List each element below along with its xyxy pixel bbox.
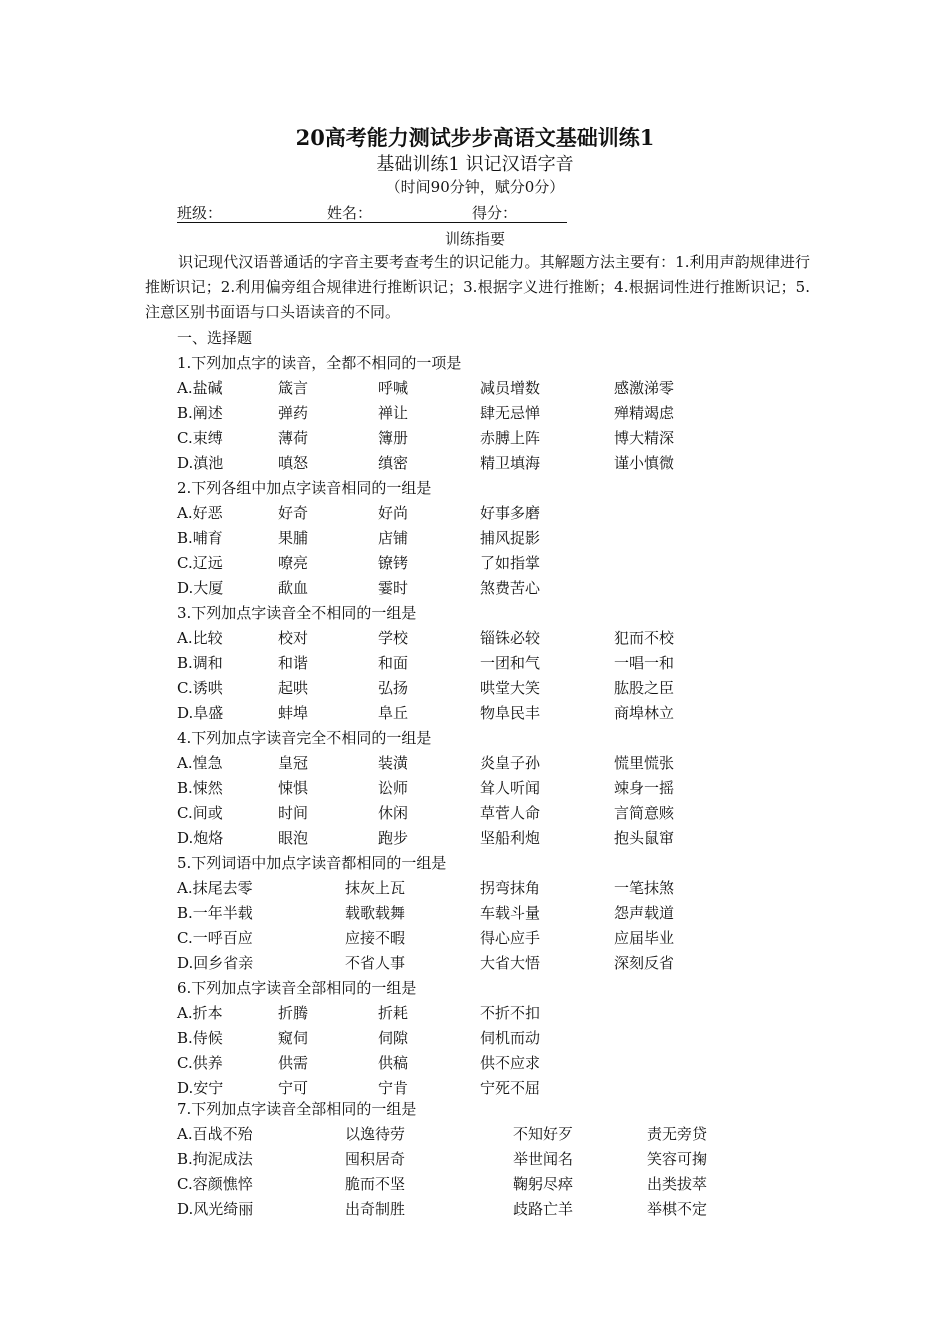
option-label-word: A.抹尾去零 [177,879,253,897]
option-word: 供稿 [378,1054,409,1072]
option-word: 歃血 [278,579,309,597]
option-word: 哄堂大笑 [480,679,541,697]
option-word: 伺隙 [378,1029,409,1047]
option-word: 好事多磨 [480,504,541,522]
option-word: 镣铐 [378,554,409,572]
section-heading: 一、选择题 [177,329,253,347]
option-word: 大省大悟 [480,954,541,972]
question-stem: 5.下列词语中加点字读音都相同的一组是 [177,854,447,872]
option-word: 伺机而动 [480,1029,541,1047]
option-word: 言简意赅 [614,804,675,822]
option-word: 一团和气 [480,654,541,672]
option-word: 慌里慌张 [614,754,675,772]
option-word: 笑容可掬 [647,1150,708,1168]
option-word: 宁死不屈 [480,1079,541,1097]
option-word: 举世闻名 [513,1150,574,1168]
option-word: 抱头鼠窜 [614,829,675,847]
student-info-line [177,202,567,223]
option-label-word: B.哺育 [177,529,223,547]
option-word: 载歌载舞 [345,904,406,922]
option-word: 不知好歹 [513,1125,574,1143]
option-word: 供不应求 [480,1054,541,1072]
document-subtitle: 基础训练1 识记汉语字音 [376,154,574,175]
option-word: 和谐 [278,654,309,672]
option-word: 出奇制胜 [345,1200,406,1218]
option-word: 窥伺 [278,1029,309,1047]
option-word: 出类拔萃 [647,1175,708,1193]
option-word: 折腾 [278,1004,309,1022]
option-label-word: A.折本 [177,1004,223,1022]
option-word: 深刻反省 [614,954,675,972]
question-stem: 7.下列加点字读音全部相同的一组是 [177,1100,417,1118]
option-label-word: A.盐碱 [177,379,223,397]
option-word: 减员增数 [480,379,541,397]
option-word: 殚精竭虑 [614,404,675,422]
option-word: 蚌埠 [278,704,309,722]
option-label-word: A.比较 [177,629,223,647]
option-word: 宁肯 [378,1079,409,1097]
option-label-word: A.惶急 [177,754,223,772]
option-word: 抹灰上瓦 [345,879,406,897]
option-word: 跑步 [378,829,409,847]
option-label-word: B.拘泥成法 [177,1150,253,1168]
name-label: 姓名： [327,204,373,222]
option-word: 不折不扣 [480,1004,541,1022]
option-word: 学校 [378,629,409,647]
option-label-word: A.好恶 [177,504,223,522]
question-stem: 1.下列加点字的读音，全都不相同的一项是 [177,354,462,372]
option-word: 眼泡 [278,829,309,847]
option-word: 以逸待劳 [345,1125,406,1143]
option-word: 时间 [278,804,309,822]
option-word: 耸人听闻 [480,779,541,797]
option-word: 果脯 [278,529,309,547]
option-label-word: D.炮烙 [177,829,224,847]
option-word: 举棋不定 [647,1200,708,1218]
option-label-word: B.一年半载 [177,904,253,922]
option-label-word: B.调和 [177,654,223,672]
option-label-word: C.诱哄 [177,679,223,697]
option-word: 博大精深 [614,429,675,447]
option-word: 簿册 [378,429,409,447]
option-word: 店铺 [378,529,409,547]
option-word: 呼喊 [378,379,409,397]
option-word: 感激涕零 [614,379,675,397]
option-label-word: D.滇池 [177,454,224,472]
option-word: 起哄 [278,679,309,697]
option-word: 一唱一和 [614,654,675,672]
option-label-word: C.供养 [177,1054,223,1072]
option-label-word: C.束缚 [177,429,223,447]
option-word: 物阜民丰 [480,704,541,722]
option-word: 赤膊上阵 [480,429,541,447]
option-label-word: D.风光绮丽 [177,1200,254,1218]
option-word: 锱铢必较 [480,629,541,647]
question-stem: 6.下列加点字读音全部相同的一组是 [177,979,417,997]
option-word: 责无旁贷 [647,1125,708,1143]
option-word: 谨小慎微 [614,454,675,472]
option-word: 讼师 [378,779,409,797]
option-label-word: C.容颜憔悴 [177,1175,253,1193]
option-word: 车载斗量 [480,904,541,922]
option-word: 好尚 [378,504,409,522]
option-word: 嗔怒 [278,454,309,472]
option-word: 坚船利炮 [480,829,541,847]
option-label-word: D.安宁 [177,1079,224,1097]
option-label-word: A.百战不殆 [177,1125,253,1143]
question-stem: 3.下列加点字读音全不相同的一组是 [177,604,417,622]
option-word: 折耗 [378,1004,409,1022]
option-label-word: B.悚然 [177,779,223,797]
class-label: 班级： [177,204,223,222]
option-word: 供需 [278,1054,309,1072]
option-word: 应届毕业 [614,929,675,947]
option-word: 精卫填海 [480,454,541,472]
option-word: 和面 [378,654,409,672]
option-label-word: D.大厦 [177,579,224,597]
time-note: （时间90分钟，赋分0分） [385,178,565,196]
option-label-word: B.阐述 [177,404,223,422]
option-word: 肱股之臣 [614,679,675,697]
option-word: 嘹亮 [278,554,309,572]
option-word: 阜丘 [378,704,409,722]
option-word: 竦身一摇 [614,779,675,797]
option-word: 应接不暇 [345,929,406,947]
option-word: 霎时 [378,579,409,597]
guide-heading: 训练指要 [444,230,505,248]
option-word: 犯而不校 [614,629,675,647]
score-label: 得分： [472,204,518,222]
option-label-word: D.阜盛 [177,704,224,722]
option-word: 得心应手 [480,929,541,947]
option-word: 鞠躬尽瘁 [513,1175,574,1193]
option-word: 皇冠 [278,754,309,772]
option-label-word: B.侍候 [177,1029,223,1047]
option-word: 弹药 [278,404,309,422]
option-label-word: C.间或 [177,804,223,822]
option-word: 校对 [278,629,309,647]
option-word: 宁可 [278,1079,309,1097]
option-word: 歧路亡羊 [513,1200,574,1218]
option-word: 捕风捉影 [480,529,541,547]
option-word: 悚惧 [278,779,309,797]
option-word: 肆无忌惮 [480,404,541,422]
intro-paragraph: 识记现代汉语普通话的字音主要考查考生的识记能力。其解题方法主要有：1.利用声韵规律进行推断识记；2.利用偏旁组合规律进行推断识记；3.根据字义进行推断；4.根据词性进行推断识记；5.注意区别书面语与口头语读音的不同。 [145,253,810,321]
option-word: 薄荷 [278,429,309,447]
option-word: 好奇 [278,504,309,522]
question-stem: 2.下列各组中加点字读音相同的一组是 [177,479,432,497]
option-word: 草菅人命 [480,804,541,822]
option-word: 箴言 [278,379,309,397]
option-word: 囤积居奇 [345,1150,406,1168]
option-word: 怨声载道 [614,904,675,922]
option-word: 禅让 [378,404,409,422]
option-word: 装潢 [378,754,409,772]
option-word: 商埠林立 [614,704,675,722]
option-word: 拐弯抹角 [480,879,541,897]
option-word: 休闲 [378,804,409,822]
option-word: 煞费苦心 [480,579,541,597]
option-word: 一笔抹煞 [614,879,675,897]
question-stem: 4.下列加点字读音完全不相同的一组是 [177,729,432,747]
option-word: 不省人事 [345,954,406,972]
option-label-word: C.一呼百应 [177,929,253,947]
option-label-word: D.回乡省亲 [177,954,254,972]
option-label-word: C.辽远 [177,554,223,572]
option-word: 脆而不坚 [345,1175,406,1193]
option-word: 弘扬 [378,679,409,697]
option-word: 炎皇子孙 [480,754,541,772]
option-word: 了如指掌 [480,554,541,572]
option-word: 缜密 [378,454,409,472]
document-title: 20高考能力测试步步高语文基础训练1 [295,125,655,150]
